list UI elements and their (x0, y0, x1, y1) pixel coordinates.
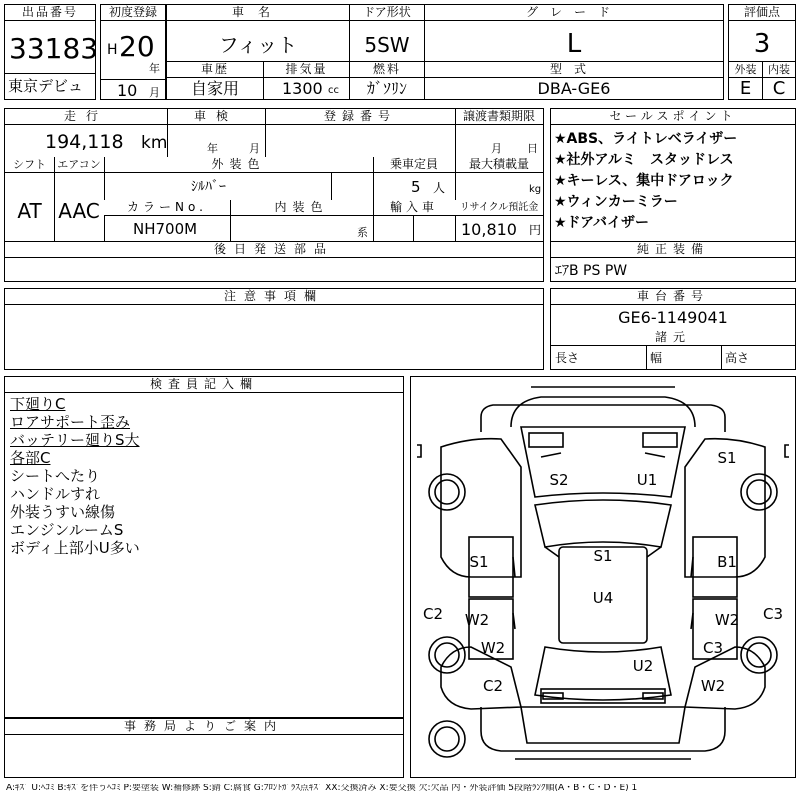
inspection-month-unit: 月 (249, 142, 260, 155)
grade-label: グレード (425, 5, 723, 21)
import-label: 輸入車 (373, 200, 455, 216)
mark-c3-right: C3 (762, 605, 784, 623)
mileage-label: 走行 (5, 109, 167, 125)
mileage: 194,118 (45, 131, 124, 153)
fuel-label: 燃料 (350, 62, 424, 78)
sales-points-label: セールスポイント (551, 109, 795, 125)
capacity-label: 乗車定員 (373, 157, 455, 173)
sales-points-list (554, 129, 737, 234)
auction-venue: 東京デビュ (8, 77, 84, 95)
later-parts-label: 後日発送部品 (5, 242, 543, 258)
transfer-day-unit: 日 (527, 142, 538, 155)
era: H (107, 42, 118, 58)
inspector-notes-box (4, 376, 404, 718)
sales-point-item: ★ドアバイザー (554, 215, 650, 231)
mark-w2-left: W2 (464, 611, 490, 629)
inspector-note-line: バッテリー廻りS大 (10, 431, 140, 449)
mark-s1-right-front: S1 (717, 449, 737, 467)
mark-b1: B1 (717, 553, 737, 571)
mark-s1-center: S1 (593, 547, 613, 565)
interior-grade-box (762, 61, 796, 100)
first-registration-label: 初度登録 (101, 5, 165, 21)
chassis-number-label: 車台番号 (551, 289, 795, 305)
inspector-note-line: ボディ上部小U多い (10, 539, 140, 557)
car-name-label: 車名 (167, 5, 349, 21)
inspector-note-line: ハンドルすれ (10, 485, 101, 503)
reg-year: 20 (119, 30, 155, 63)
car-name: フィット (218, 33, 298, 57)
car-damage-diagram (411, 377, 795, 777)
inspector-note-line: ロアサポート歪み (10, 413, 131, 431)
car-name-box (166, 4, 350, 62)
inspector-note-line: 外装うすい線傷 (10, 503, 116, 521)
equipment-box (550, 241, 796, 282)
mark-c3-right-rear: C3 (702, 639, 724, 657)
inspector-notes-list (10, 395, 140, 557)
grade: L (566, 29, 582, 59)
fuel-box (349, 61, 425, 100)
displacement-unit: cc (328, 85, 339, 96)
fuel: ｶﾞｿﾘﾝ (366, 79, 407, 98)
sales-point-item: ★キーレス、集中ドアロック (554, 173, 734, 189)
inspector-notes-label: 検査員記入欄 (5, 377, 403, 393)
exterior-grade: E (739, 78, 752, 99)
inspector-note-line: エンジンルームS (10, 521, 124, 539)
exterior-grade-box (728, 61, 763, 100)
displacement: 1300 (282, 79, 323, 98)
sales-point-item: ★社外アルミ スタッドレス (554, 152, 734, 168)
recycle-label: リサイクル預託金 (455, 200, 543, 216)
interior-grade: C (772, 78, 786, 99)
later-parts-box (4, 241, 544, 282)
transfer-month-unit: 月 (491, 142, 502, 155)
grade-box (424, 4, 724, 62)
inspector-note-line: シートへたり (10, 467, 101, 485)
sales-point-item: ★ウィンカーミラー (554, 194, 678, 210)
length-label: 長さ (555, 351, 580, 365)
lot-number-label: 出品番号 (5, 5, 95, 21)
displacement-box (263, 61, 350, 100)
mark-w2-left-rear: W2 (480, 639, 506, 657)
mark-c2-left: C2 (422, 605, 444, 623)
model: DBA-GE6 (537, 79, 611, 98)
max-load-unit: kg (529, 184, 542, 195)
interior-color-label: 内装色 (230, 200, 373, 216)
door-type: 5SW (364, 33, 410, 57)
score-label: 評価点 (729, 5, 795, 21)
color-label: 外装色 (104, 157, 373, 173)
score-box (728, 4, 796, 62)
sales-point-item: ★ABS、ライトレベライザー (554, 131, 738, 147)
capacity-unit: 人 (433, 181, 446, 195)
specs-label: 諸元 (551, 330, 795, 346)
year-unit: 年 (149, 62, 160, 75)
model-label: 型式 (425, 62, 723, 78)
max-load-label: 最大積載量 (455, 157, 543, 173)
mark-w2-right: W2 (714, 611, 740, 629)
model-box (424, 61, 724, 100)
reg-month: 10 (117, 81, 138, 100)
notes-label: 注意事項欄 (5, 289, 543, 305)
notes-box (4, 288, 544, 370)
equipment-label: 純正装備 (551, 242, 795, 258)
shift: AT (17, 199, 42, 223)
history-box (166, 61, 264, 100)
score: 3 (753, 29, 771, 59)
lot-number: 33183 (9, 32, 99, 65)
first-registration-box (100, 4, 166, 100)
inspection-label: 車検 (167, 109, 265, 125)
capacity: 5 (411, 178, 421, 196)
air-conditioner: AAC (58, 199, 100, 223)
damage-diagram-box (410, 376, 796, 778)
color-no-label: カラーNo. (104, 200, 230, 216)
recycle-fee: 10,810 (461, 220, 517, 239)
reg-number-label: 登録番号 (265, 109, 455, 125)
displacement-label: 排気量 (264, 62, 349, 78)
mark-c2-left-rear: C2 (482, 677, 504, 695)
details-box (4, 108, 544, 242)
exterior-label: 外装 (729, 62, 762, 78)
body-color: ｼﾙﾊﾞｰ (191, 179, 226, 195)
equipment: ｴｱB PS PW (555, 263, 628, 279)
chassis-box (550, 288, 796, 370)
history: 自家用 (190, 79, 239, 98)
office-notes-label: 事務局よりご案内 (5, 719, 403, 735)
transfer-deadline-label: 譲渡書類期限 (455, 109, 543, 125)
office-notes-box (4, 718, 404, 778)
inspection-year-unit: 年 (207, 142, 218, 155)
sales-points-box (550, 108, 796, 242)
door-box (349, 4, 425, 62)
interior-color-unit: 系 (357, 226, 368, 239)
inspector-note-line: 各部C (10, 449, 51, 467)
legend-footer: A:ｷｽﾞ U:ﾍｺﾐ B:ｷｽﾞを伴うﾍｺﾐ P:要塗装 W:補修跡 S:錆 C:腐食 G:ﾌﾛﾝﾄｶﾞﾗｽ点ｷｽﾞ XX:交換済み X:要交換 欠:欠品 内・外装評価 5段階ﾗﾝｸ順(A・B・C・D・E) 1 (6, 784, 638, 793)
mark-u2: U2 (632, 657, 654, 675)
mark-u1: U1 (636, 471, 658, 489)
color-number: NH700M (133, 220, 198, 238)
history-label: 車歴 (167, 62, 263, 78)
recycle-unit: 円 (529, 223, 542, 237)
ac-label: エアコン (54, 157, 104, 173)
lot-number-box (4, 4, 99, 100)
mark-u4: U4 (592, 589, 614, 607)
shift-label: シフト (5, 157, 54, 173)
width-label: 幅 (650, 351, 663, 365)
mileage-unit: km (141, 133, 168, 153)
inspector-note-line: 下廻りC (10, 395, 66, 413)
chassis-number: GE6-1149041 (618, 308, 728, 327)
interior-label: 内装 (763, 62, 795, 78)
month-unit: 月 (149, 86, 160, 99)
height-label: 高さ (725, 351, 750, 365)
door-label: ドア形状 (350, 5, 424, 21)
mark-s1-left: S1 (469, 553, 489, 571)
mark-s2: S2 (549, 471, 569, 489)
mark-w2-right-rear: W2 (700, 677, 726, 695)
